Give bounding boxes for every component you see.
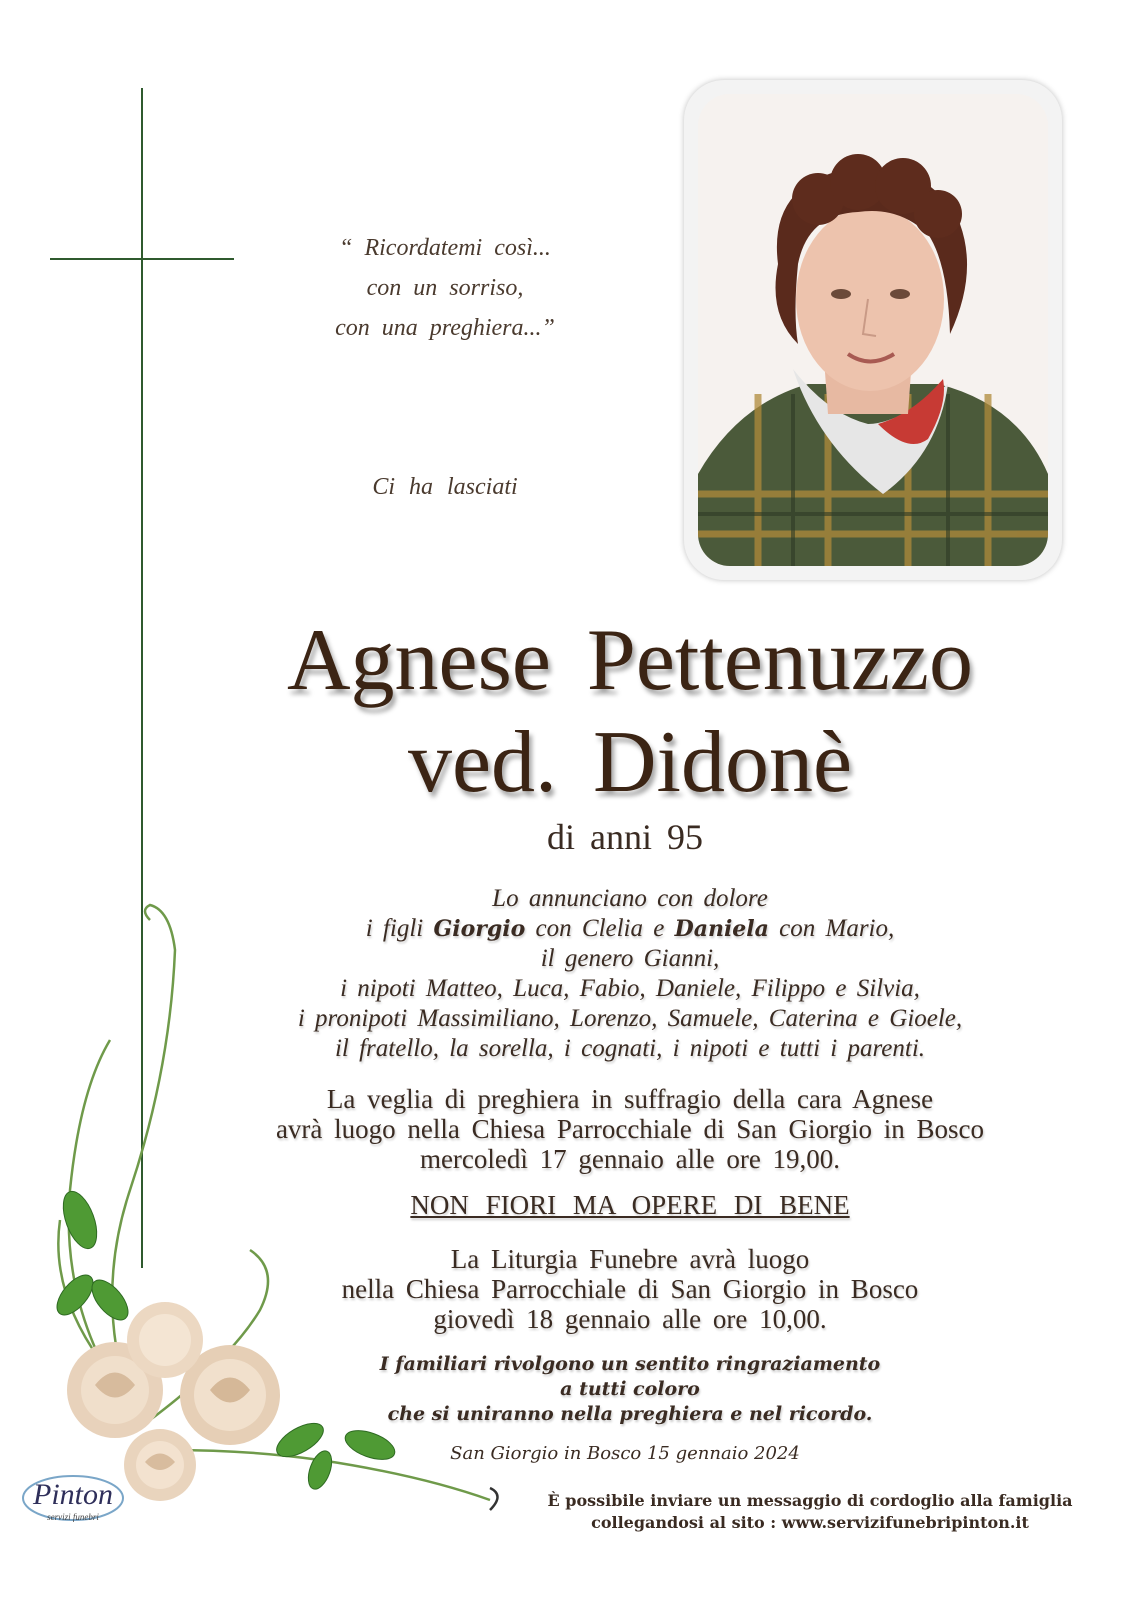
memorial-quote: [300, 228, 590, 348]
portrait-photo: [698, 94, 1048, 566]
condolence-line: collegandosi al sito : www.servizifunebripinton.it: [591, 1513, 1029, 1532]
funeral-line: nella Chiesa Parrocchiale di San Giorgio in Bosco: [341, 1274, 919, 1304]
deceased-name: [150, 610, 1110, 814]
thanks-line: che si uniranno nella preghiera e nel ricordo.: [387, 1403, 873, 1425]
logo-name: Pinton: [33, 1478, 113, 1511]
cross-horizontal: [50, 258, 234, 260]
funeral-line: La Liturgia Funebre avrà luogo: [450, 1244, 810, 1274]
name-line-2: ved. Didonè: [407, 714, 853, 811]
quote-line: “ Ricordatemi così...: [339, 235, 551, 261]
quote-line: con una preghiera...”: [335, 315, 555, 341]
announce-text: con Clelia e: [525, 915, 675, 942]
condolence-line: È possibile inviare un messaggio di cordoglio alla famiglia: [547, 1491, 1073, 1510]
funeral-line: giovedì 18 gennaio alle ore 10,00.: [433, 1304, 827, 1334]
age-text: di anni 95: [547, 817, 703, 857]
announce-line: i pronipoti Massimiliano, Lorenzo, Samuele, Caterina e Gioele,: [297, 1005, 963, 1032]
quote-line: con un sorriso,: [366, 275, 524, 301]
thanks-line: I familiari rivolgono un sentito ringraziamento: [379, 1353, 881, 1375]
announce-text: con Mario,: [768, 915, 895, 942]
vigil-line: La veglia di preghiera in suffragio della cara Agnese: [326, 1084, 934, 1114]
pinton-logo: [18, 1470, 128, 1530]
child-name: Giorgio: [433, 916, 526, 942]
announce-line: il fratello, la sorella, i cognati, i nipoti e tutti i parenti.: [334, 1035, 926, 1062]
roses-decoration: [0, 890, 520, 1530]
no-flowers-notice: NON FIORI MA OPERE DI BENE: [410, 1190, 850, 1220]
name-line-1: Agnese Pettenuzzo: [287, 612, 973, 709]
child-name: Daniela: [674, 916, 769, 942]
intro-text: Ci ha lasciati: [372, 474, 518, 500]
announce-text: i figli: [365, 915, 434, 942]
announce-line: Lo annunciano con dolore: [492, 885, 768, 912]
thanks-line: a tutti coloro: [560, 1378, 700, 1400]
announce-line: il genero Gianni,: [540, 945, 720, 972]
condolence-note: [500, 1490, 1120, 1534]
announce-line: i nipoti Matteo, Luca, Fabio, Daniele, Filippo e Silvia,: [340, 975, 920, 1002]
logo-subtitle: servizi funebri: [47, 1512, 99, 1522]
place-and-date: San Giorgio in Bosco 15 gennaio 2024: [450, 1443, 800, 1464]
vigil-line: mercoledì 17 gennaio alle ore 19,00.: [419, 1144, 841, 1174]
vigil-line: avrà luogo nella Chiesa Parrocchiale di San Giorgio in Bosco: [275, 1114, 985, 1144]
